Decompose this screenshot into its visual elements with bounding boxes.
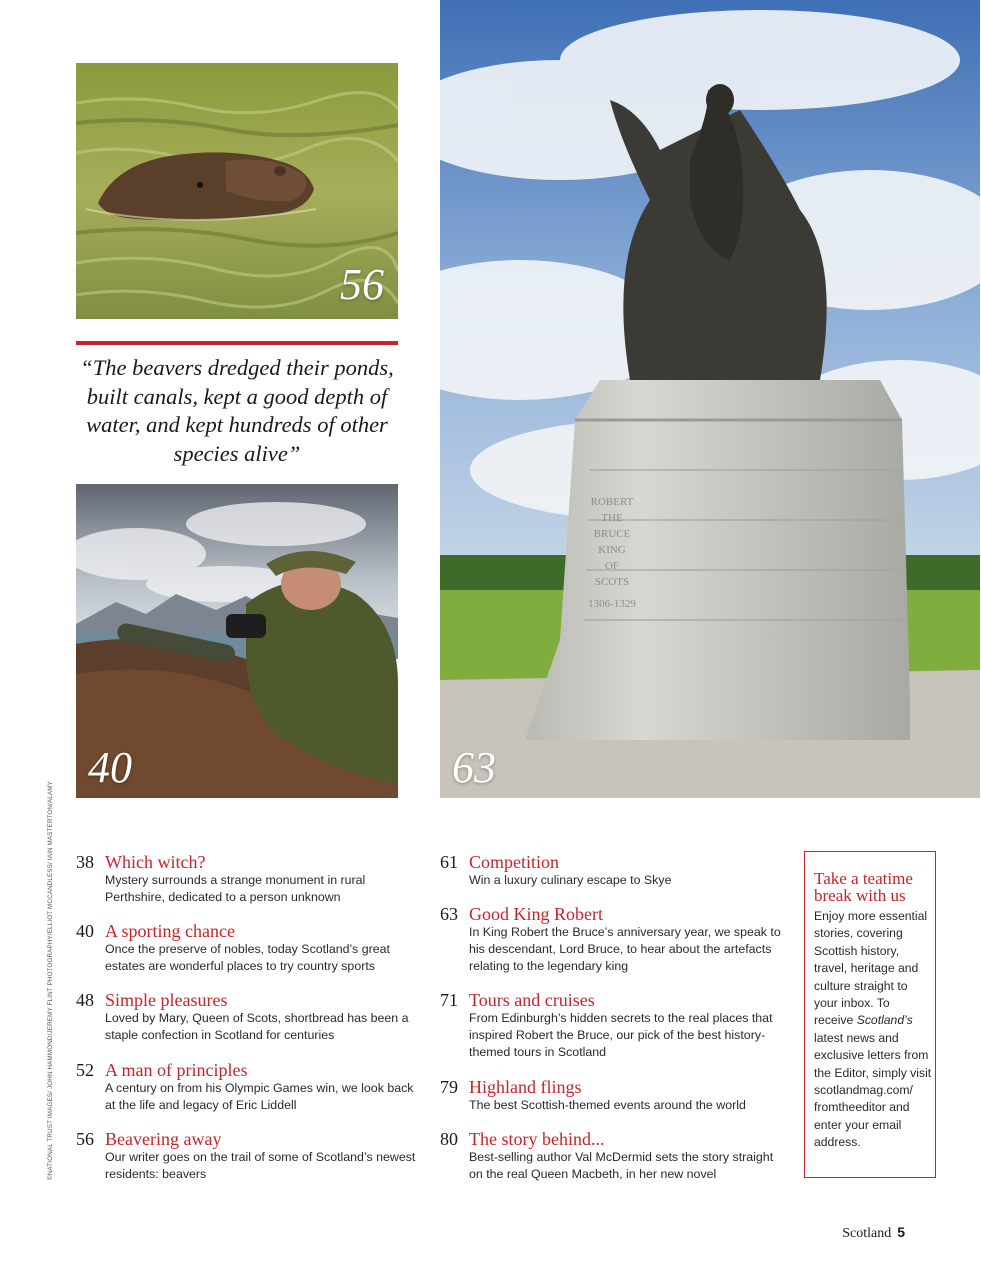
entry-title[interactable]: The story behind... <box>469 1129 605 1149</box>
entry-page-number: 79 <box>440 1077 458 1097</box>
entry-page-number: 61 <box>440 852 458 872</box>
page-folio <box>842 1224 905 1242</box>
beaver-page-label: 56 <box>340 260 384 309</box>
sidebar-body-italic: Scotland’s <box>856 1013 913 1028</box>
entry-title[interactable]: A sporting chance <box>105 921 235 941</box>
sidebar-body <box>814 908 932 1152</box>
pullquote-rule <box>76 341 398 345</box>
entry-description: Win a luxury culinary escape to Skye <box>469 873 672 887</box>
hunter-photo <box>76 484 398 798</box>
inscription-line: SCOTS <box>594 576 630 588</box>
entry-description: In King Robert the Bruce’s anniversary year, we speak to his descendant, Lord Bruce, to hear about the artefacts relating to the legendary king <box>469 925 781 973</box>
entry-description: Our writer goes on the trail of some of Scotland’s newest residents: beavers <box>105 1150 416 1181</box>
statue-photo <box>440 0 980 798</box>
folio-page-number: 5 <box>897 1224 905 1240</box>
sidebar-body-text: latest news and exclusive letters from the Editor, simply visit scotlandmag.com/ fromtheeditor and enter your email address. <box>814 1030 932 1150</box>
entry-page-number: 48 <box>76 990 94 1010</box>
entry-description: Loved by Mary, Queen of Scots, shortbread has been a staple confection in Scotland for centuries <box>105 1011 409 1042</box>
inscription-line: KING <box>598 544 626 556</box>
entry-description: Mystery surrounds a strange monument in rural Perthshire, dedicated to a person unknown <box>105 873 366 904</box>
entry-page-number: 38 <box>76 852 94 872</box>
sidebar-body-text: Enjoy more essential stories, covering Scottish history, travel, heritage and culture straight to your inbox. To receive <box>814 909 928 1028</box>
entry-page-number: 63 <box>440 904 458 924</box>
entry-title[interactable]: Competition <box>469 852 559 872</box>
newsletter-sidebar <box>804 851 936 1178</box>
entry-title[interactable]: Tours and cruises <box>469 990 595 1010</box>
entry-page-number: 40 <box>76 921 94 941</box>
entry-page-number: 71 <box>440 990 458 1010</box>
statue-page-label: 63 <box>452 743 496 792</box>
entry-title[interactable]: A man of principles <box>105 1060 248 1080</box>
photo-credit: ©NATIONAL TRUST IMAGES/ JOHN HAMMOND/JEREMY FLINT PHOTOGRAPHY/ELLIOT MCCANDLESS/ IAIN MASTERTON/ALAMY <box>47 781 54 1180</box>
pullquote: “The beavers dredged their ponds, built canals, kept a good depth of water, and kept hundreds of other species alive” <box>80 355 394 466</box>
folio-magazine-name: Scotland <box>842 1226 892 1241</box>
entry-page-number: 56 <box>76 1129 94 1149</box>
hunter-page-label: 40 <box>88 743 132 792</box>
entry-description: Once the preserve of nobles, today Scotland’s great estates are wonderful places to try country sports <box>105 942 390 973</box>
entry-description: Best-selling author Val McDermid sets the story straight on the real Queen Macbeth, in her new novel <box>469 1150 774 1181</box>
entry-title[interactable]: Highland flings <box>469 1077 582 1097</box>
inscription-line: BRUCE <box>593 528 631 540</box>
sidebar-title: Take a teatime break with us <box>814 869 913 905</box>
entry-title[interactable]: Which witch? <box>105 852 206 872</box>
entry-title[interactable]: Simple pleasures <box>105 990 228 1010</box>
entry-title[interactable]: Beavering away <box>105 1129 222 1149</box>
inscription-line: THE <box>601 512 623 524</box>
inscription-line: 1306-1329 <box>588 598 636 610</box>
beaver-photo <box>76 63 398 319</box>
statue-illustration <box>440 0 980 798</box>
entry-page-number: 80 <box>440 1129 458 1149</box>
entry-description: From Edinburgh’s hidden secrets to the real places that inspired Robert the Bruce, our pick of the best history-themed tours in Scotland <box>469 1011 773 1059</box>
inscription-line: OF <box>604 560 620 572</box>
entry-page-number: 52 <box>76 1060 94 1080</box>
inscription-line: ROBERT <box>590 496 634 508</box>
entry-description: A century on from his Olympic Games win, we look back at the life and legacy of Eric Liddell <box>105 1081 414 1112</box>
entry-description: The best Scottish-themed events around the world <box>469 1098 746 1112</box>
entry-title[interactable]: Good King Robert <box>469 904 603 924</box>
